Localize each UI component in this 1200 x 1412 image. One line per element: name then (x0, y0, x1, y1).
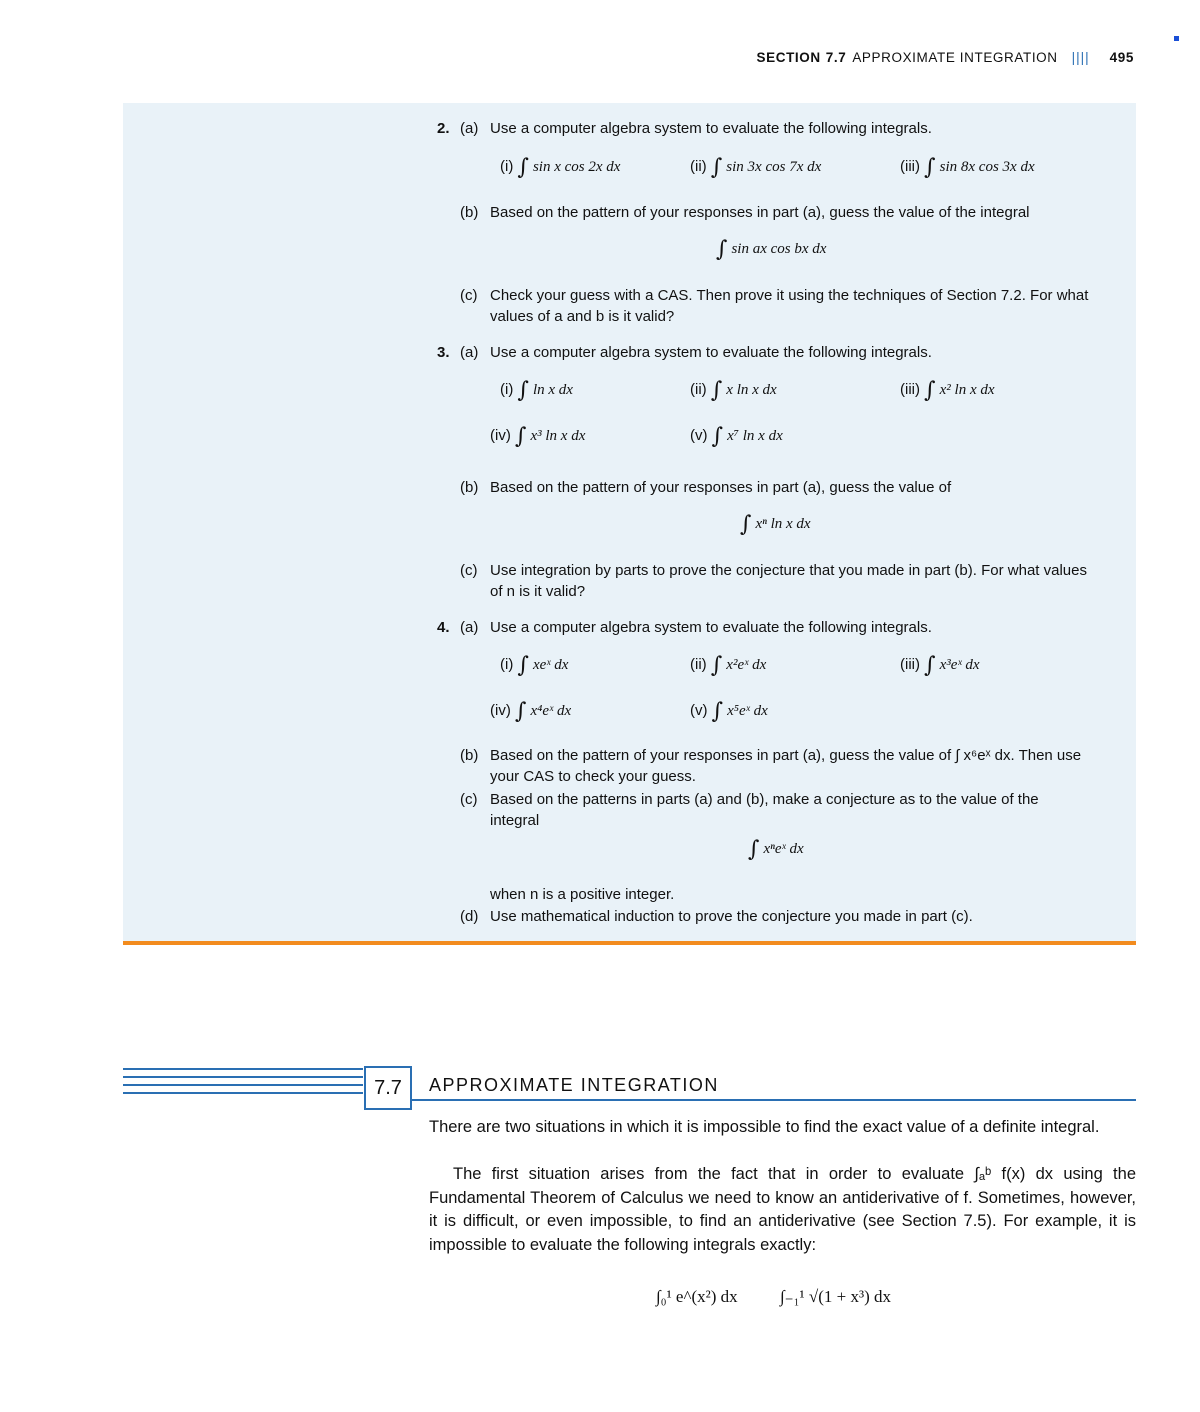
integral-sign: ∫ (924, 653, 936, 678)
part-label: (a) (460, 120, 479, 137)
integral-sign: ∫ (515, 699, 527, 724)
display-integral-2: ∫₋₁¹ √(1 + x³) dx (780, 1287, 891, 1306)
integral-sign: ∫ (711, 699, 724, 724)
part-text: Based on the pattern of your responses in part (a), guess the value of ∫ x⁶eˣ dx. Then use your CAS to check your guess. (490, 747, 1082, 785)
section-heading: APPROXIMATE INTEGRATION (429, 1075, 719, 1095)
exercise-number: 2. (437, 120, 450, 137)
integral-item: (i) ∫ sin x cos 2x dx (500, 155, 621, 180)
integral-sign: ∫ (924, 378, 936, 403)
integral-sign: ∫ (517, 155, 529, 180)
integral-item: (i) ∫ ln x dx (500, 378, 573, 403)
exercise-number: 3. (437, 344, 450, 361)
part-label: (b) (460, 747, 479, 764)
running-head-section-label: SECTION (756, 50, 821, 65)
section-number-box: 7.7 (364, 1066, 412, 1110)
integral-sign: ∫ (748, 837, 760, 862)
part-text: Based on the pattern of your responses in part (a), guess the value of the integral (490, 204, 1030, 221)
part-text: Use a computer algebra system to evaluate the following integrals. (490, 120, 932, 137)
integral-sign: ∫ (515, 424, 527, 449)
running-head-bars: |||| (1071, 50, 1090, 65)
display-integral-1: ∫₀¹ e^(x²) dx (656, 1287, 738, 1306)
display-integral: ∫ xⁿ ln x dx (740, 512, 811, 537)
exercise-number: 4. (437, 619, 450, 636)
running-head-section-number: 7.7 (825, 50, 847, 65)
integral-sign: ∫ (710, 378, 723, 403)
integral-item: (i) ∫ xeˣ dx (500, 653, 569, 678)
integral-sign: ∫ (740, 512, 752, 537)
part-label: (a) (460, 619, 479, 636)
integral-sign: ∫ (710, 653, 723, 678)
integral-item: (v) ∫ x⁵eˣ dx (690, 699, 768, 724)
page-number: 495 (1109, 50, 1134, 65)
part-label: (c) (460, 791, 478, 808)
part-label: (a) (460, 344, 479, 361)
integral-sign: ∫ (924, 155, 936, 180)
integral-sign: ∫ (710, 155, 723, 180)
integral-item: (ii) ∫ x ln x dx (690, 378, 777, 403)
part-label: (c) (460, 287, 478, 304)
integral-item: (ii) ∫ sin 3x cos 7x dx (690, 155, 822, 180)
integral-item: (v) ∫ x⁷ ln x dx (690, 424, 783, 449)
part-text: when n is a positive integer. (490, 886, 675, 903)
integral-sign: ∫ (517, 653, 529, 678)
paragraph-2: The first situation arises from the fact that in order to evaluate ∫ₐᵇ f(x) dx using the Fundamental Theorem of Calculus we need to know an antiderivative of f. Sometimes, however, it is difficult, or even impossible, to find an antiderivative (see Section 7.5). For example, it is impossible to evaluate the following integrals exactly: (429, 1165, 1136, 1254)
running-head (757, 50, 1134, 65)
exercise-box-bottom-rule (123, 941, 1136, 945)
integral-item: (iii) ∫ x³eˣ dx (900, 653, 980, 678)
part-label: (b) (460, 204, 479, 221)
part-text: Based on the patterns in parts (a) and (b), make a conjecture as to the value of the integral (490, 791, 1039, 829)
section-heading-rule (410, 1099, 1136, 1101)
integral-item: (iv) ∫ x⁴eˣ dx (490, 699, 572, 724)
corner-marker (1174, 36, 1179, 41)
part-text: Based on the pattern of your responses in part (a), guess the value of (490, 479, 952, 496)
section-decor-lines (123, 1068, 363, 1100)
part-text: Use a computer algebra system to evaluate the following integrals. (490, 344, 932, 361)
integral-item: (ii) ∫ x²eˣ dx (690, 653, 767, 678)
paragraph-1: There are two situations in which it is impossible to find the exact value of a definite integral. (429, 1118, 1100, 1136)
integral-sign: ∫ (716, 237, 728, 262)
running-head-section-title: APPROXIMATE INTEGRATION (852, 50, 1058, 65)
part-text: Use integration by parts to prove the conjecture that you made in part (b). For what values of n is it valid? (490, 562, 1087, 600)
part-text: Use mathematical induction to prove the conjecture you made in part (c). (490, 908, 973, 925)
integral-item: (iv) ∫ x³ ln x dx (490, 424, 586, 449)
part-text: Use a computer algebra system to evaluate the following integrals. (490, 619, 932, 636)
integral-sign: ∫ (517, 378, 529, 403)
part-label: (d) (460, 908, 479, 925)
part-label: (c) (460, 562, 478, 579)
display-integral: ∫ xⁿeˣ dx (748, 837, 804, 862)
part-text: Check your guess with a CAS. Then prove it using the techniques of Section 7.2. For what values of a and b is it valid? (490, 287, 1089, 325)
part-label: (b) (460, 479, 479, 496)
integral-sign: ∫ (711, 424, 724, 449)
integral-item: (iii) ∫ x² ln x dx (900, 378, 995, 403)
display-integral: ∫ sin ax cos bx dx (716, 237, 827, 262)
integral-item: (iii) ∫ sin 8x cos 3x dx (900, 155, 1035, 180)
